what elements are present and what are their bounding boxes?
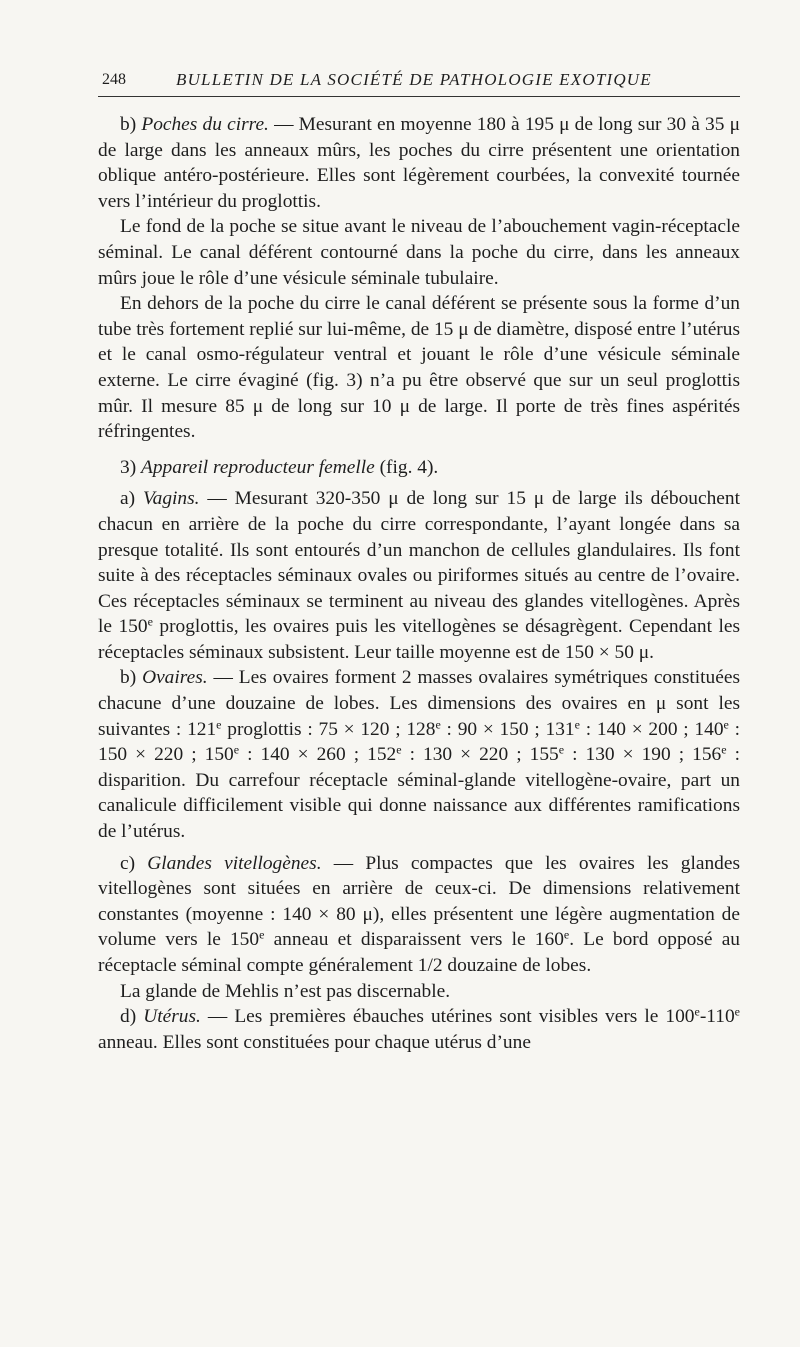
paragraph-glande-mehlis: La glande de Mehlis n’est pas discernable. [120, 980, 451, 1002]
paragraph-uterus: d) Utérus. — Les premières ébauches utérines sont visibles vers le 100e-110e anneau. Elles sont constituées pour chaque utérus d’une [98, 1004, 740, 1053]
section-title-appareil-femelle: Appareil reproducteur femelle [141, 456, 375, 478]
page-number: 248 [102, 71, 126, 88]
section-title-uterus: Utérus. [143, 1006, 201, 1028]
section-title-ovaires: Ovaires. [142, 667, 208, 689]
section-title-vitellogenes: Glandes vitellogènes. [147, 852, 322, 874]
section-title-vagins: Vagins. [142, 488, 200, 510]
body-text [98, 112, 740, 1055]
page-header [98, 66, 740, 97]
paragraph-ovaires: b) Ovaires. — Les ovaires forment 2 masses ovalaires symétriques constituées chacune d’une douzaine de lobes. Les dimensions des ovaires en μ sont les suivantes : 121e proglottis : 75 × 120 ; 128e : 90 × 150 ; 131e : 140 × 200 ; 140e : 150 × 220 ; 150e : 140 × 260 ; 152e : 130 × 220 ; 155e : 130 × 190 ; 156e : disparition. Du carrefour réceptacle séminal-glande vitellogène-ovaire, part un canalicule difficilement visible qui donne naissance aux différentes ramifications de l’utérus. [98, 667, 740, 843]
running-title: BULLETIN DE LA SOCIÉTÉ DE PATHOLOGIE EXOTIQUE [176, 70, 652, 89]
paragraph-canal-deferent: En dehors de la poche du cirre le canal déférent se présente sous la forme d’un tube très fortement replié sur lui-même, de 15 μ de diamètre, disposé entre l’utérus et le canal osmo-régulateur ventral et jouant le rôle d’une vésicule séminale externe. Le cirre évaginé (fig. 3) n’a pu être observé que sur un seul proglottis mûr. Il mesure 85 μ de long sur 10 μ de large. Il porte de très fines aspérités réfringentes. [98, 293, 740, 443]
paragraph-vagins: a) Vagins. — Mesurant 320-350 μ de long sur 15 μ de large ils débouchent chacun en arrière de la poche du cirre correspondante, l’ayant longée dans sa presque totalité. Ils sont entourés d’un manchon de cellules glandulaires. Ils font suite à des réceptacles séminaux ovales ou piriformes situés au centre de l’ovaire. Ces réceptacles séminaux se terminent au niveau des glandes vitellogènes. Après le 150e proglottis, les ovaires puis les vitellogènes se désagrègent. Cependant les réceptacles séminaux subsistent. Leur taille moyenne est de 150 × 50 μ. [98, 488, 740, 663]
paragraph-appareil-femelle: 3) Appareil reproducteur femelle (fig. 4). [120, 456, 439, 478]
paragraph-fond-poche: Le fond de la poche se situe avant le niveau de l’abouchement vagin-réceptacle séminal. Le canal déférent contourné dans la poche du cirre, dans les anneaux mûrs joue le rôle d’une vésicule séminale tubulaire. [98, 216, 740, 289]
section-title-poches: Poches du cirre. [141, 114, 269, 135]
paragraph-poches-du-cirre: b) Poches du cirre. — Mesurant en moyenne 180 à 195 μ de long sur 30 à 35 μ de large dans les anneaux mûrs, les poches du cirre présentent une orientation oblique antéro-postérieure. Elles sont légèrement courbées, la convexité tournée vers l’intérieur du proglottis. [98, 114, 740, 212]
paragraph-glandes-vitellogenes: c) Glandes vitellogènes. — Plus compactes que les ovaires les glandes vitellogènes sont situées en arrière de ceux-ci. De dimensions relativement constantes (moyenne : 140 × 80 μ), elles présentent une légère augmentation de volume vers le 150e anneau et disparaissent vers le 160e. Le bord opposé au réceptacle séminal compte généralement 1/2 douzaine de lobes. [98, 852, 741, 976]
